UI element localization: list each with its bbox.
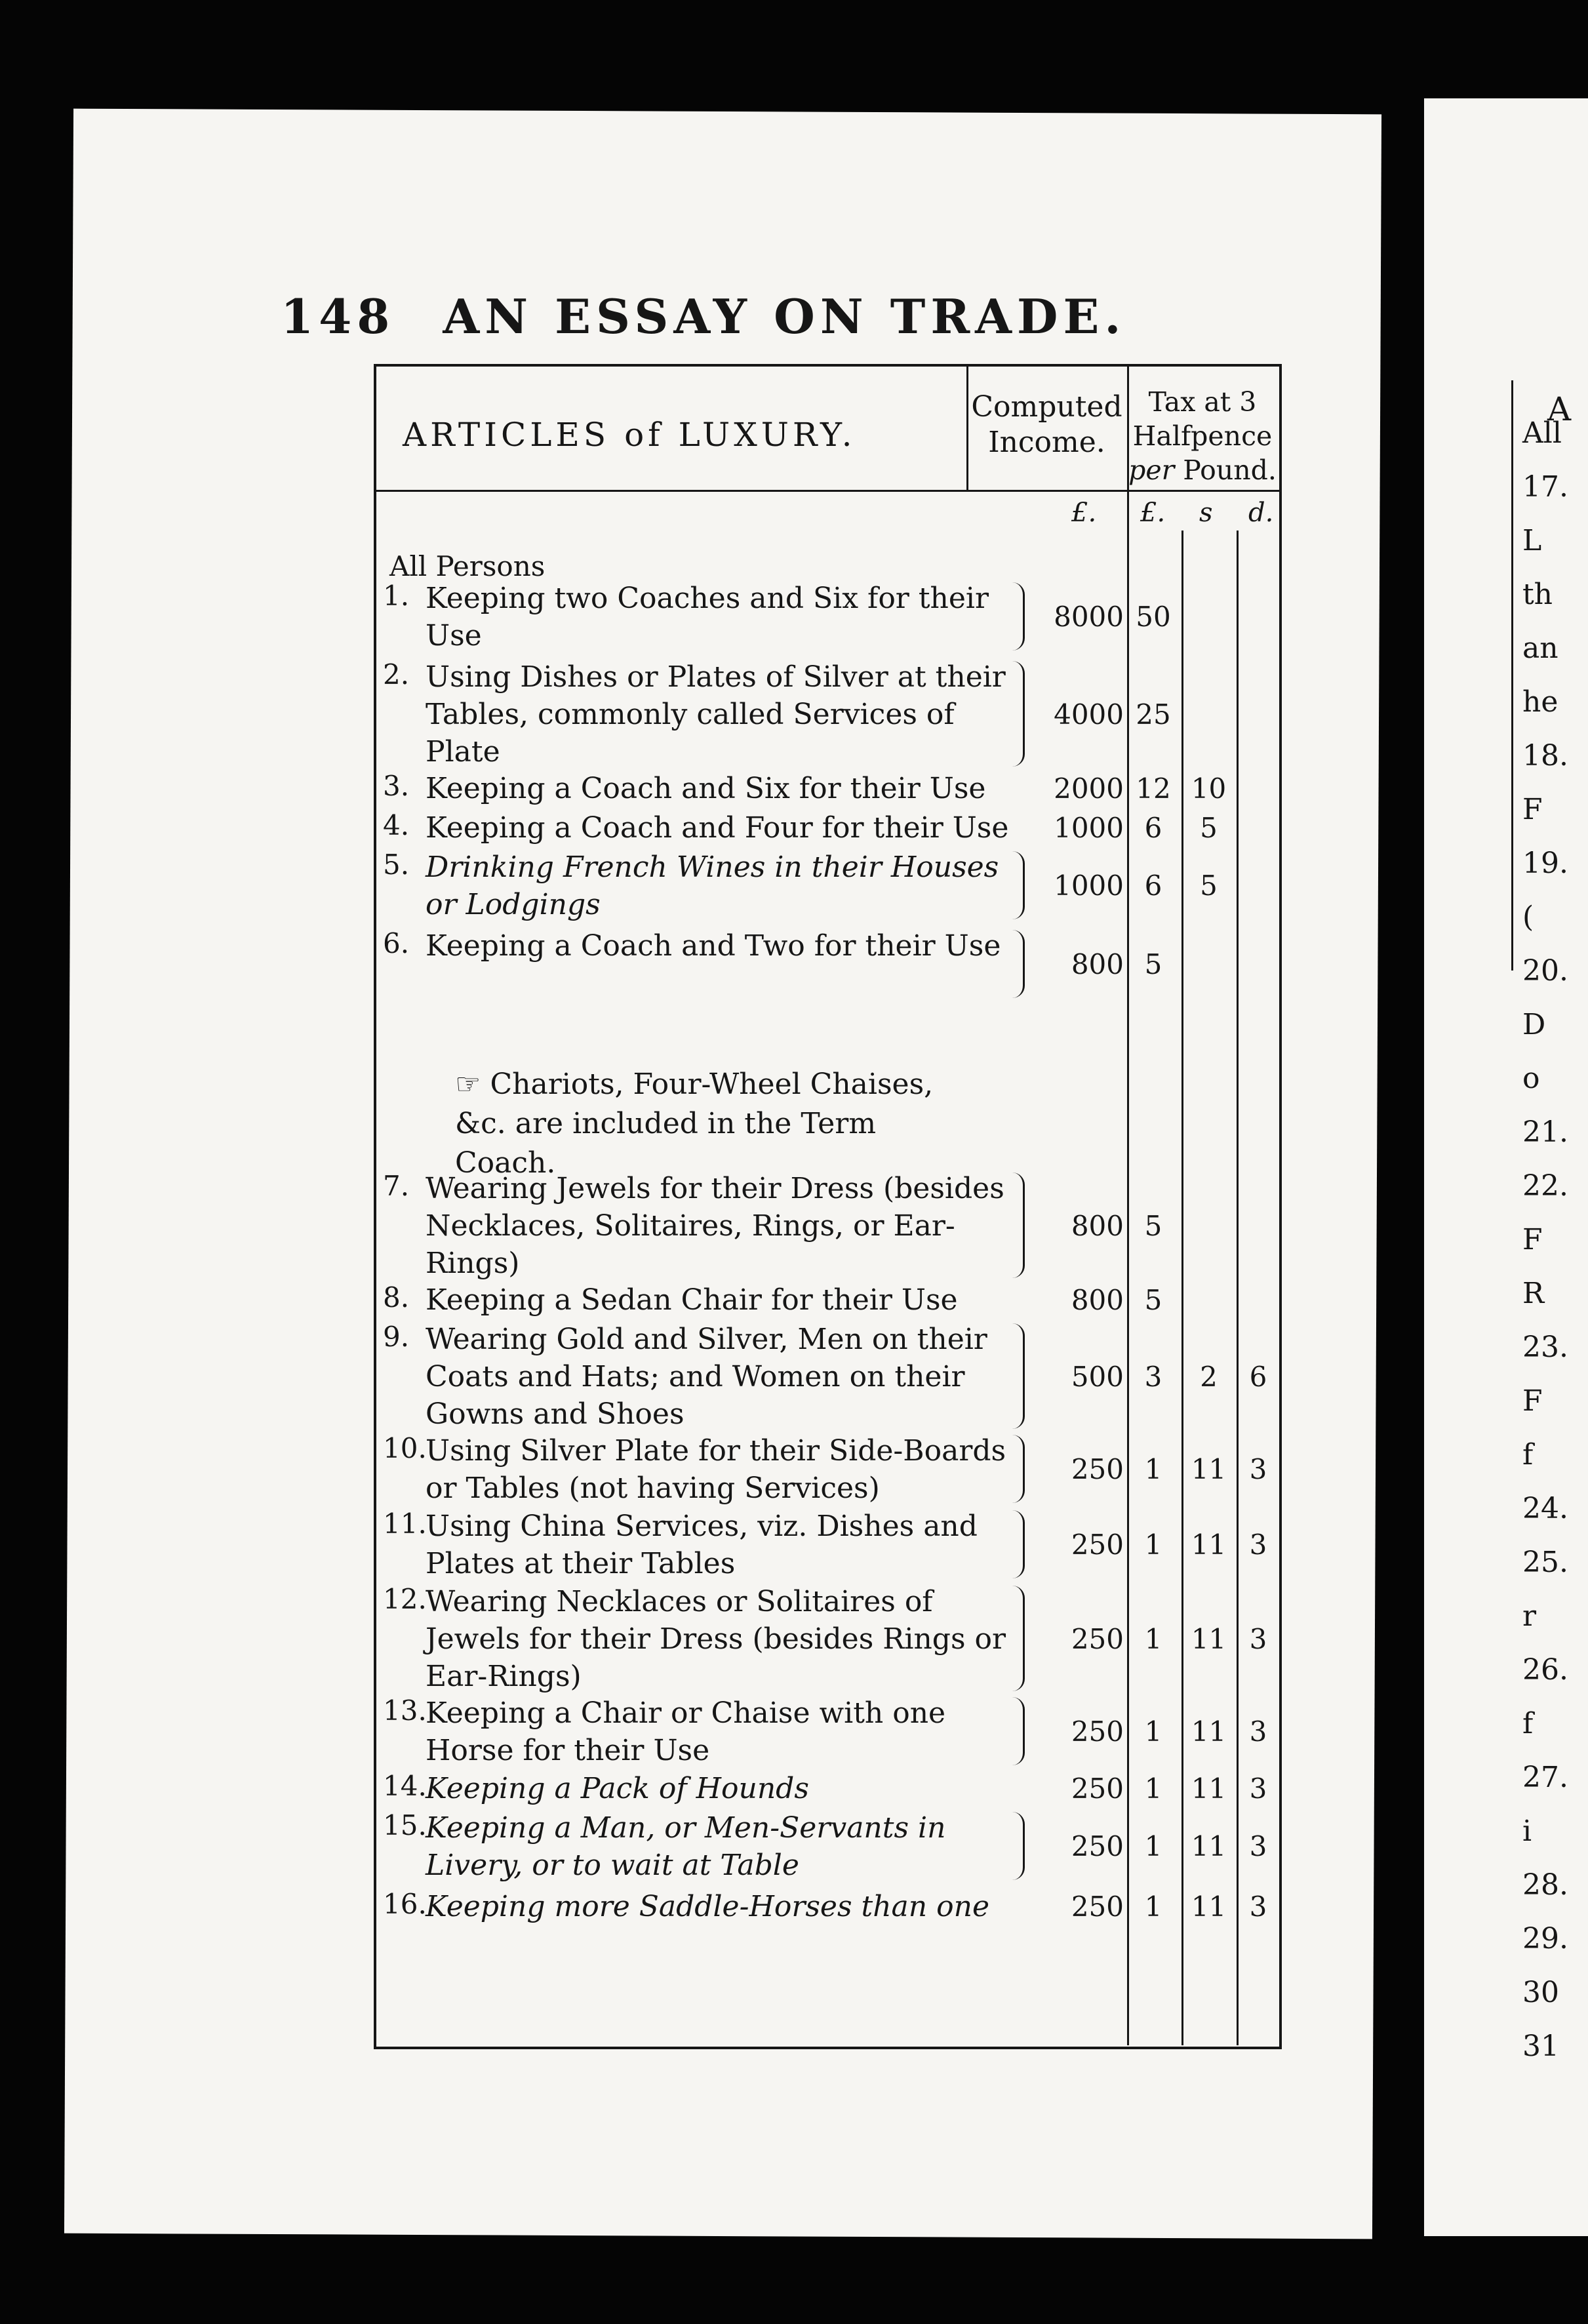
row-pence: 3: [1249, 1622, 1267, 1655]
hand-pointer-icon: ☞: [455, 1068, 481, 1101]
row-shillings: 11: [1191, 1453, 1227, 1485]
row-pounds: 6: [1144, 811, 1162, 844]
row-income: 250: [1071, 1453, 1124, 1485]
brace-icon: [1012, 851, 1025, 919]
row-pounds: 5: [1144, 1209, 1162, 1242]
row-pence: 3: [1249, 1830, 1267, 1862]
row-pounds: 1: [1144, 1830, 1162, 1862]
row-income: 1000: [1054, 870, 1124, 902]
row-income: 250: [1071, 1890, 1124, 1923]
row-pence: 3: [1249, 1529, 1267, 1561]
page-number: 148: [281, 289, 395, 344]
row-pounds: 1: [1144, 1453, 1162, 1485]
row-income: 250: [1071, 1830, 1124, 1862]
header-articles: ARTICLES of LUXURY.: [403, 416, 856, 454]
row-number: 3.: [383, 770, 410, 802]
row-pounds: 6: [1144, 870, 1162, 902]
row-income: 800: [1071, 1209, 1124, 1242]
row-number: 4.: [383, 809, 410, 841]
row-pounds: 1: [1144, 1890, 1162, 1923]
row-pence: 3: [1249, 1453, 1267, 1485]
running-head: [281, 289, 1126, 344]
row-description: Keeping a Coach and Two for their Use: [426, 929, 1001, 963]
row-number: 15.: [383, 1809, 427, 1841]
brace-icon: [1012, 930, 1025, 998]
row-shillings: 5: [1200, 811, 1218, 844]
row-income: 250: [1071, 1715, 1124, 1748]
row-number: 9.: [383, 1321, 410, 1353]
brace-icon: [1012, 582, 1025, 651]
row-pounds: 5: [1144, 1283, 1162, 1316]
row-description: Keeping a Coach and Six for their Use: [426, 772, 986, 805]
header-tax: Tax at 3 Halfpence per Pound.: [1128, 386, 1277, 486]
brace-icon: [1012, 1435, 1025, 1503]
row-income: 1000: [1054, 811, 1124, 844]
row-description: Keeping a Sedan Chair for their Use: [426, 1283, 958, 1317]
header-rule: [376, 490, 1281, 492]
row-description: Using Silver Plate for their Side-Boards or Tables (not having Services): [426, 1434, 1006, 1505]
row-number: 10.: [383, 1432, 427, 1464]
row-description: Using China Services, viz. Dishes and Plates at their Tables: [426, 1510, 978, 1580]
row-income: 2000: [1054, 772, 1124, 805]
column-rule: [1181, 531, 1183, 2045]
row-description: Wearing Jewels for their Dress (besides Necklaces, Solitaires, Rings, or Ear-Rings): [426, 1172, 1004, 1280]
note-text: Chariots, Four-Wheel Chaises, &c. are included in the Term Coach.: [455, 1068, 934, 1180]
row-number: 14.: [383, 1770, 427, 1802]
row-pounds: 1: [1144, 1772, 1162, 1805]
row-description: Keeping more Saddle-Horses than one: [426, 1890, 989, 1923]
row-description: Keeping a Coach and Four for their Use: [426, 811, 1009, 845]
row-shillings: 11: [1191, 1529, 1227, 1561]
row-number: 11.: [383, 1508, 427, 1540]
row-number: 16.: [383, 1888, 427, 1920]
right-page-head: A: [1547, 390, 1572, 428]
row-income: 800: [1071, 1283, 1124, 1316]
row-shillings: 10: [1191, 772, 1227, 805]
row-pence: 3: [1249, 1890, 1267, 1923]
row-pounds: 25: [1136, 698, 1171, 731]
row-income: 4000: [1054, 698, 1124, 731]
row-number: 2.: [383, 658, 410, 691]
row-pounds: 1: [1144, 1529, 1162, 1561]
row-description: Wearing Necklaces or Solitaires of Jewels for their Dress (besides Rings or Ear-Rings): [426, 1585, 1006, 1693]
brace-icon: [1012, 1510, 1025, 1578]
row-shillings: 5: [1200, 870, 1218, 902]
row-income: 250: [1071, 1622, 1124, 1655]
header-income: Computed Income.: [971, 390, 1122, 459]
column-rule: [966, 367, 968, 491]
column-rule: [1127, 367, 1129, 2045]
row-shillings: 11: [1191, 1715, 1227, 1748]
row-number: 5.: [383, 849, 410, 881]
row-number: 6.: [383, 927, 410, 959]
row-income: 250: [1071, 1772, 1124, 1805]
row-description: Drinking French Wines in their Houses or Lodgings: [426, 851, 999, 921]
row-pounds: 50: [1136, 601, 1171, 633]
row-pence: 3: [1249, 1715, 1267, 1748]
column-rule: [1237, 531, 1239, 2045]
row-income: 500: [1071, 1360, 1124, 1393]
row-number: 1.: [383, 580, 410, 612]
brace-icon: [1012, 1172, 1025, 1278]
brace-icon: [1012, 1323, 1025, 1429]
row-shillings: 2: [1200, 1360, 1218, 1393]
row-description: Keeping two Coaches and Six for their Use: [426, 582, 989, 652]
brace-icon: [1012, 1586, 1025, 1691]
subject-line: All Persons: [389, 550, 546, 582]
row-pounds: 3: [1144, 1360, 1162, 1393]
right-page-rule: [1511, 380, 1513, 971]
unit-shillings: s: [1199, 498, 1213, 528]
row-pence: 6: [1249, 1360, 1267, 1393]
row-number: 12.: [383, 1583, 427, 1615]
brace-icon: [1012, 661, 1025, 767]
brace-icon: [1012, 1812, 1025, 1880]
row-shillings: 11: [1191, 1622, 1227, 1655]
row-shillings: 11: [1191, 1772, 1227, 1805]
row-description: Keeping a Man, or Men-Servants in Livery, or to wait at Table: [426, 1811, 946, 1882]
row-number: 8.: [383, 1281, 410, 1313]
row-income: 800: [1071, 948, 1124, 980]
row-number: 7.: [383, 1170, 410, 1202]
row-description: Keeping a Chair or Chaise with one Horse for their Use: [426, 1696, 946, 1767]
row-pounds: 1: [1144, 1622, 1162, 1655]
row-description: Keeping a Pack of Hounds: [426, 1772, 809, 1805]
row-description: Using Dishes or Plates of Silver at their Tables, commonly called Services of Plate: [426, 660, 1006, 769]
row-income: 250: [1071, 1529, 1124, 1561]
right-page-fragments: All 17. L th an he 18. F 19. ( 20. D o 21. 22. F R 23. F f 24. 25. r 26. f 27. i 28. 29. 30 31: [1522, 416, 1568, 2063]
unit-pounds: £.: [1140, 498, 1166, 528]
unit-income: £.: [1071, 498, 1097, 528]
note: [455, 1065, 980, 1183]
row-pounds: 5: [1144, 948, 1162, 980]
row-income: 8000: [1054, 601, 1124, 633]
row-number: 13.: [383, 1694, 427, 1727]
row-shillings: 11: [1191, 1830, 1227, 1862]
row-pounds: 12: [1136, 772, 1171, 805]
row-description: Wearing Gold and Silver, Men on their Coats and Hats; and Women on their Gowns and Shoes: [426, 1323, 987, 1431]
luxury-tax-table: [374, 364, 1282, 2049]
row-pence: 3: [1249, 1772, 1267, 1805]
unit-pence: d.: [1248, 498, 1274, 528]
brace-icon: [1012, 1697, 1025, 1765]
row-pounds: 1: [1144, 1715, 1162, 1748]
page-title: AN ESSAY ON TRADE.: [443, 289, 1126, 344]
row-shillings: 11: [1191, 1890, 1227, 1923]
